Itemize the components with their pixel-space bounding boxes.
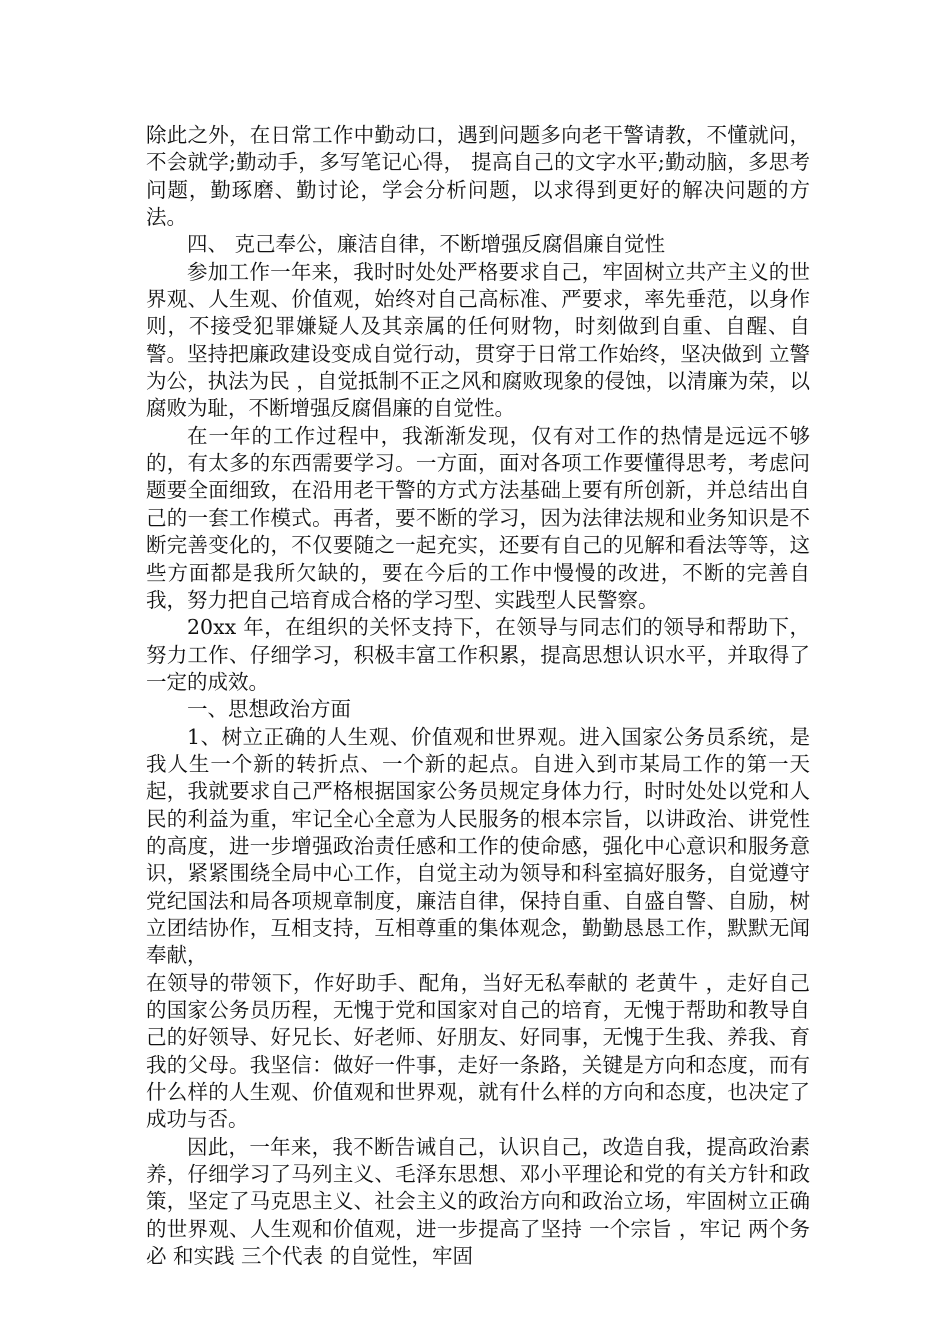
section-heading-4: 四、 克己奉公，廉洁自律，不断增强反腐倡廉自觉性	[187, 232, 666, 257]
paragraph-7: 1、树立正确的人生观、价值观和世界观。进入国家公务员系统，是我人生一个新的转折点、一个新的起点。自进入到市某局工作的第一天起，我就要求自己严格根据国家公务员规定身体力行，时时处处以党和人民的利益为重，牢记全心全意为人民服务的根本宗旨，以讲政治、讲党性的高度，进一步增强政治责任感和工作的使命感，强化中心意识和服务意识，紧紧围绕全局中心工作，自觉主动为领导和科室搞好服务，自觉遵守党纪国法和局各项规章制度，廉洁自律，保持自重、自盛自警、自励，树立团结协作，互相支持，互相尊重的集体观念，勤勤恳恳工作，默默无闻奉献，	[146, 724, 810, 968]
document-body	[146, 122, 810, 1270]
paragraph-3: 参加工作一年来，我时时处处严格要求自己，牢固树立共产主义的世界观、人生观、价值观，始终对自己高标准、严要求，率先垂范，以身作则，不接受犯罪嫌疑人及其亲属的任何财物，时刻做到自重、自醒、自警。坚持把廉政建设变成自觉行动，贯穿于日常工作始终，坚决做到 立警为公，执法为民 ，自觉抵制不正之风和腐败现象的侵蚀，以清廉为荣，以腐败为耻，不断增强反腐倡廉的自觉性。	[146, 259, 810, 421]
paragraph-5: 20xx 年，在组织的关怀支持下，在领导与同志们的领导和帮助下，努力工作、仔细学习，积极丰富工作积累，提高思想认识水平，并取得了一定的成效。	[146, 615, 810, 694]
paragraph-4: 在一年的工作过程中，我渐渐发现，仅有对工作的热情是远远不够的，有太多的东西需要学习。一方面，面对各项工作要懂得思考，考虑问题要全面细致，在沿用老干警的方式方法基础上要有所创新，并总结出自己的一套工作模式。再者，要不断的学习，因为法律法规和业务知识是不断完善变化的，不仅要随之一起充实，还要有自己的见解和看法等等，这些方面都是我所欠缺的，要在今后的工作中慢慢的改进，不断的完善自我，努力把自己培育成合格的学习型、实践型人民警察。	[146, 423, 810, 612]
paragraph-9: 因此，一年来，我不断告诫自己，认识自己，改造自我，提高政治素养，仔细学习了马列主义、毛泽东思想、邓小平理论和党的有关方针和政策，坚定了马克思主义、社会主义的政治方向和政治立场，牢固树立正确的世界观、人生观和价值观，进一步提高了坚持 一个宗旨 ，牢记 两个务必 和实践 三个代表 的自觉性，牢固	[146, 1134, 810, 1269]
paragraph-1: 除此之外，在日常工作中勤动口，遇到问题多向老干警请教，不懂就问，不会就学;勤动手，多写笔记心得， 提高自己的文字水平;勤动脑，多思考问题，勤琢磨、勤讨论，学会分析问题，以求得到更好的解决问题的方法。	[146, 123, 810, 230]
section-heading-1: 一、思想政治方面	[187, 697, 351, 722]
paragraph-8: 在领导的带领下，作好助手、配角，当好无私奉献的 老黄牛 ，走好自己的国家公务员历程，无愧于党和国家对自己的培育，无愧于帮助和教导自己的好领导、好兄长、好老师、好朋友、好同事，无愧于生我、养我、育我的父母。我坚信：做好一件事，走好一条路，关键是方向和态度，而有什么样的人生观、价值观和世界观，就有什么样的方向和态度，也决定了成功与否。	[146, 970, 810, 1132]
